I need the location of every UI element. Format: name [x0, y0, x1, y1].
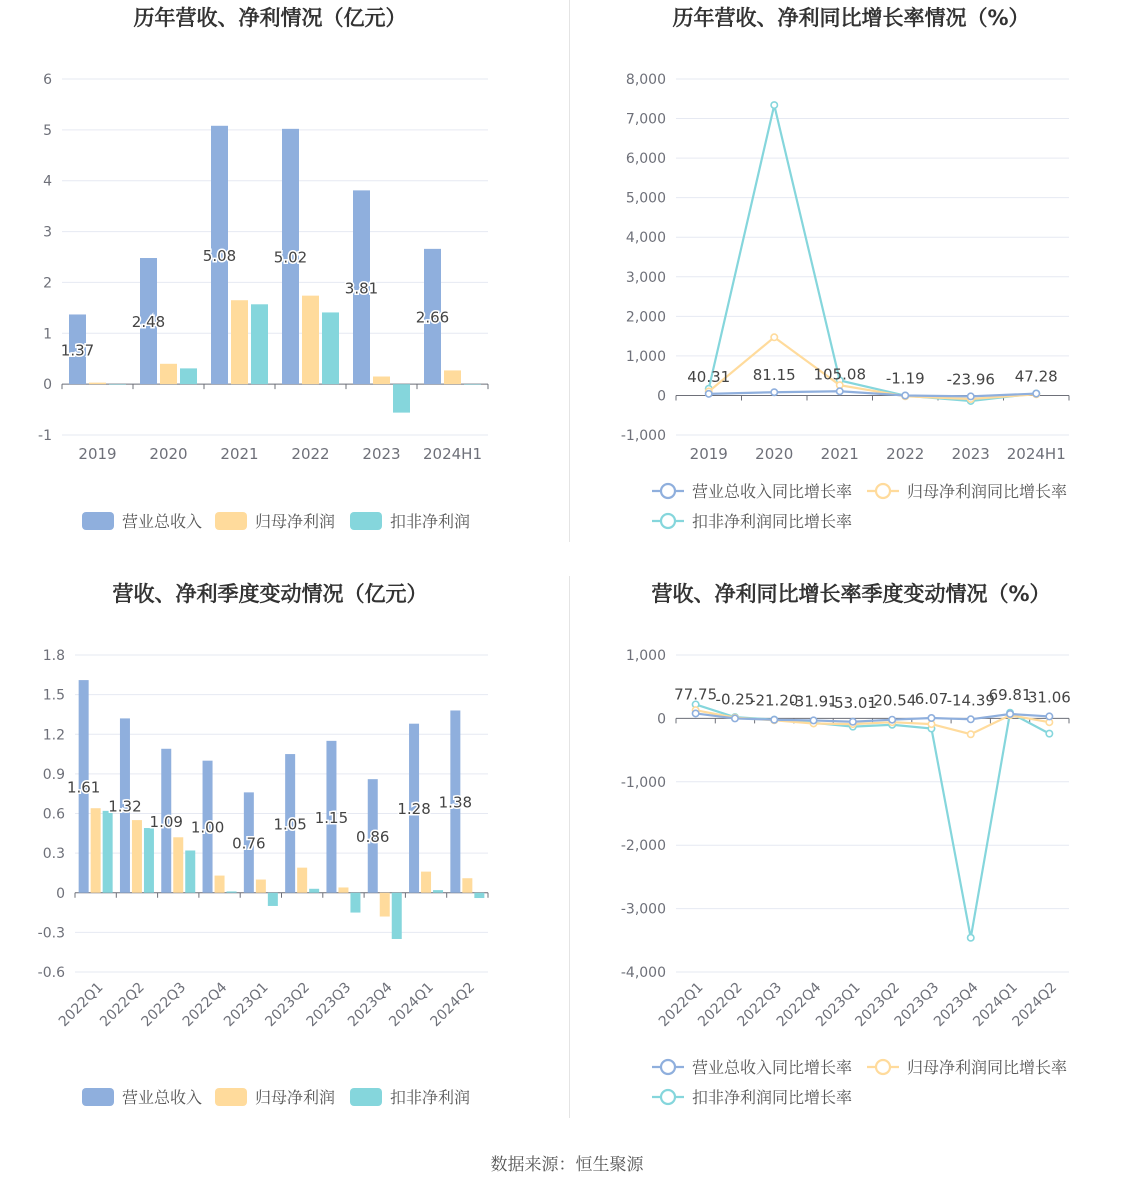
- y-tick-label: -2,000: [620, 838, 666, 855]
- revenue-point: [837, 388, 843, 394]
- net-profit-bar: [256, 880, 266, 893]
- y-tick-label: 0: [43, 377, 52, 394]
- revenue-point: [771, 717, 777, 723]
- deducted-profit-point: [968, 935, 974, 941]
- y-tick-label: 1.5: [42, 687, 65, 704]
- revenue-legend-swatch: [82, 1088, 114, 1106]
- net-profit-legend-label: 归母净利润: [255, 512, 336, 531]
- net-profit-legend-marker: [876, 1060, 890, 1074]
- deducted-profit-legend-marker: [661, 1090, 675, 1104]
- net-profit-bar: [160, 364, 177, 384]
- net-profit-legend-marker: [876, 484, 890, 498]
- panel-divider-bottom: [569, 576, 570, 1118]
- annual-growth-rate-chart: [567, 0, 1134, 576]
- y-tick-label: 0: [657, 711, 666, 728]
- x-tick-label: 2023: [362, 445, 401, 463]
- y-tick-label: 5: [43, 122, 52, 139]
- net-profit-bar: [380, 893, 390, 917]
- revenue-point: [1046, 713, 1052, 719]
- x-tick-label: 2024Q1: [970, 979, 1021, 1031]
- y-tick-label: 0.6: [42, 806, 65, 823]
- net-profit-bar: [173, 837, 183, 892]
- net-profit-bar: [302, 296, 319, 384]
- x-tick-label: 2022: [886, 445, 925, 463]
- net-profit-line: [696, 710, 1050, 734]
- x-tick-label: 2022Q1: [655, 979, 707, 1031]
- net-profit-bar: [338, 887, 348, 892]
- line-data-label: -53.01: [828, 693, 878, 712]
- deducted-profit-bar: [227, 891, 237, 892]
- y-tick-label: 3,000: [625, 269, 666, 286]
- x-tick-label: 2022: [291, 445, 330, 463]
- x-tick-label: 2024Q2: [427, 979, 479, 1031]
- revenue-point: [810, 717, 816, 723]
- net-profit-bar: [231, 300, 248, 384]
- x-tick-label: 2023Q2: [262, 979, 313, 1031]
- line-data-label: 77.75: [674, 685, 718, 704]
- x-tick-label: 2024H1: [1006, 445, 1066, 463]
- deducted-profit-bar: [180, 368, 197, 384]
- chart-title: 历年营收、净利情况（亿元）: [133, 6, 407, 30]
- y-tick-label: 8,000: [625, 72, 666, 88]
- revenue-point: [692, 710, 698, 716]
- annual-revenue-profit-chart: [0, 0, 567, 576]
- data-source-note: 数据来源：恒生聚源: [490, 1155, 644, 1175]
- y-tick-label: 1,000: [625, 648, 666, 664]
- x-tick-label: 2022Q2: [695, 979, 746, 1031]
- deducted-profit-bar: [393, 384, 410, 412]
- bar-data-label: 2.66: [415, 308, 450, 327]
- line-data-label: 69.81: [988, 685, 1032, 704]
- y-tick-label: -1,000: [620, 428, 666, 444]
- x-tick-label: 2024Q2: [1009, 979, 1061, 1031]
- net-profit-legend-label: 归母净利润: [255, 1088, 336, 1107]
- deducted-profit-bar: [392, 893, 402, 939]
- annual-growth-rate-panel: [567, 0, 1134, 576]
- bar-data-label: 0.86: [356, 827, 390, 846]
- revenue-point: [968, 393, 974, 399]
- bar-data-label: 1.38: [438, 793, 473, 812]
- deducted-profit-bar: [474, 893, 484, 898]
- line-data-label: -20.54: [867, 691, 917, 710]
- revenue-legend-label: 营业总收入同比增长率: [692, 482, 853, 501]
- deducted-profit-bar: [433, 890, 443, 893]
- deducted-profit-legend-swatch: [350, 512, 382, 530]
- deducted-profit-bar: [144, 828, 154, 893]
- x-tick-label: 2022Q4: [773, 979, 825, 1031]
- deducted-profit-legend-marker: [661, 514, 675, 528]
- deducted-profit-line: [709, 105, 1037, 401]
- y-tick-label: 1: [43, 326, 52, 343]
- y-tick-label: 1.2: [42, 727, 65, 744]
- line-data-label: -21.20: [750, 691, 799, 710]
- y-tick-label: 0: [657, 388, 666, 405]
- deducted-profit-bar: [268, 893, 278, 906]
- y-tick-label: 1.8: [42, 648, 65, 664]
- bar-data-label: 1.32: [108, 797, 142, 816]
- x-tick-label: 2019: [689, 445, 728, 463]
- revenue-point: [706, 391, 712, 397]
- y-tick-label: -1: [38, 428, 52, 444]
- revenue-legend-swatch: [82, 512, 114, 530]
- revenue-legend-label: 营业总收入: [122, 512, 203, 531]
- line-data-label: -31.91: [789, 692, 838, 711]
- x-tick-label: 2024Q1: [386, 979, 437, 1031]
- revenue-legend-label: 营业总收入同比增长率: [692, 1058, 853, 1077]
- line-data-label: 6.07: [914, 690, 949, 709]
- line-data-label: 31.06: [1027, 688, 1071, 707]
- y-tick-label: 7,000: [625, 111, 666, 128]
- y-tick-label: 1,000: [625, 348, 666, 365]
- x-tick-label: 2023Q1: [813, 979, 864, 1031]
- revenue-point: [968, 716, 974, 722]
- net-profit-bar: [215, 876, 225, 893]
- chart-title: 历年营收、净利同比增长率情况（%）: [672, 6, 1030, 30]
- bar-data-label: 3.81: [344, 279, 379, 298]
- x-tick-label: 2020: [755, 445, 794, 463]
- deducted-profit-bar: [103, 811, 113, 893]
- y-tick-label: 0: [56, 885, 65, 902]
- deducted-profit-bar: [309, 889, 319, 893]
- panel-divider-top: [569, 0, 570, 542]
- deducted-profit-bar: [109, 384, 126, 385]
- quarterly-growth-rate-chart: [567, 576, 1134, 1152]
- bar-data-label: 1.37: [60, 341, 95, 360]
- x-tick-label: 2020: [149, 445, 188, 463]
- net-profit-legend-swatch: [215, 1088, 247, 1106]
- y-tick-label: 4,000: [625, 230, 666, 247]
- net-profit-bar: [421, 872, 431, 893]
- y-tick-label: 3: [43, 224, 52, 241]
- net-profit-bar: [89, 383, 106, 385]
- y-tick-label: 4: [43, 173, 52, 190]
- bar-data-label: 5.02: [273, 248, 308, 267]
- x-tick-label: 2022Q4: [179, 979, 231, 1031]
- revenue-point: [889, 717, 895, 723]
- bar-data-label: 2.48: [131, 313, 166, 332]
- deducted-profit-bar: [350, 893, 360, 913]
- deducted-profit-legend-label: 扣非净利润同比增长率: [692, 1088, 853, 1107]
- revenue-point: [928, 715, 934, 721]
- deducted-profit-bar: [251, 304, 268, 384]
- net-profit-point: [771, 334, 777, 340]
- revenue-legend-marker: [661, 1060, 675, 1074]
- bar-data-label: 1.09: [149, 812, 183, 831]
- bar-data-label: 1.61: [66, 778, 101, 797]
- net-profit-legend-label: 归母净利润同比增长率: [907, 482, 1068, 501]
- y-tick-label: 0.9: [42, 766, 65, 783]
- deducted-profit-bar: [322, 312, 339, 384]
- revenue-point: [1033, 390, 1039, 396]
- net-profit-bar: [462, 878, 472, 893]
- revenue-point: [1007, 711, 1013, 717]
- deducted-profit-bar: [464, 384, 481, 385]
- x-tick-label: 2019: [78, 445, 117, 463]
- deducted-profit-bar: [185, 850, 195, 892]
- x-tick-label: 2022Q1: [55, 979, 107, 1031]
- chart-title: 营收、净利同比增长率季度变动情况（%）: [651, 582, 1051, 606]
- y-tick-label: 6,000: [625, 151, 666, 168]
- x-tick-label: 2022Q3: [138, 979, 190, 1031]
- x-tick-label: 2023Q4: [930, 979, 982, 1031]
- line-data-label: 81.15: [752, 366, 796, 385]
- net-profit-bar: [373, 377, 390, 385]
- x-tick-label: 2022Q3: [734, 979, 786, 1031]
- revenue-point: [732, 715, 738, 721]
- y-tick-label: 0.3: [42, 846, 65, 863]
- revenue-legend-marker: [661, 484, 675, 498]
- chart-title: 营收、净利季度变动情况（亿元）: [112, 582, 428, 606]
- net-profit-bar: [132, 820, 142, 893]
- y-tick-label: 2,000: [625, 309, 666, 326]
- x-tick-label: 2023Q3: [891, 979, 943, 1031]
- line-data-label: -0.25: [715, 690, 755, 709]
- y-tick-label: -4,000: [620, 965, 666, 981]
- net-profit-bar: [91, 808, 101, 893]
- y-tick-label: 2: [43, 275, 52, 292]
- bar-data-label: 1.15: [314, 808, 349, 827]
- deducted-profit-point: [1046, 730, 1052, 736]
- line-data-label: 40.31: [687, 367, 731, 386]
- revenue-point: [902, 392, 908, 398]
- quarterly-growth-rate-panel: [567, 576, 1134, 1152]
- y-tick-label: -0.6: [37, 965, 65, 981]
- deducted-profit-legend-label: 扣非净利润: [390, 512, 471, 531]
- x-tick-label: 2021: [820, 445, 859, 463]
- line-data-label: -23.96: [946, 370, 995, 389]
- deducted-profit-legend-label: 扣非净利润: [390, 1088, 471, 1107]
- x-tick-label: 2023Q2: [852, 979, 903, 1031]
- line-data-label: -1.19: [885, 369, 925, 388]
- revenue-point: [771, 389, 777, 395]
- x-tick-label: 2023Q3: [303, 979, 355, 1031]
- x-tick-label: 2023Q4: [344, 979, 396, 1031]
- y-tick-label: -0.3: [37, 925, 65, 942]
- line-data-label: 47.28: [1014, 367, 1058, 386]
- line-data-label: -14.39: [946, 691, 995, 710]
- y-tick-label: 6: [43, 72, 52, 88]
- net-profit-bar: [297, 868, 307, 893]
- net-profit-legend-label: 归母净利润同比增长率: [907, 1058, 1068, 1077]
- x-tick-label: 2023Q1: [221, 979, 272, 1031]
- deducted-profit-line: [696, 704, 1050, 937]
- quarterly-revenue-profit-chart: [0, 576, 567, 1152]
- quarterly-revenue-profit-panel: [0, 576, 567, 1152]
- bar-data-label: 1.00: [190, 818, 225, 837]
- deducted-profit-legend-label: 扣非净利润同比增长率: [692, 512, 853, 531]
- deducted-profit-legend-swatch: [350, 1088, 382, 1106]
- revenue-point: [850, 719, 856, 725]
- bar-data-label: 1.28: [397, 800, 431, 819]
- net-profit-point: [968, 731, 974, 737]
- net-profit-bar: [444, 370, 461, 384]
- bar-data-label: 1.05: [273, 815, 307, 834]
- y-tick-label: -3,000: [620, 901, 666, 918]
- x-tick-label: 2021: [220, 445, 259, 463]
- y-tick-label: 5,000: [625, 190, 666, 207]
- deducted-profit-point: [771, 102, 777, 108]
- revenue-legend-label: 营业总收入: [122, 1088, 203, 1107]
- annual-revenue-profit-panel: [0, 0, 567, 576]
- y-tick-label: -1,000: [620, 774, 666, 791]
- x-tick-label: 2022Q2: [97, 979, 148, 1031]
- x-tick-label: 2024H1: [423, 445, 482, 463]
- bar-data-label: 0.76: [232, 834, 266, 853]
- bar-data-label: 5.08: [202, 246, 237, 265]
- x-tick-label: 2023: [951, 445, 990, 463]
- net-profit-legend-swatch: [215, 512, 247, 530]
- line-data-label: 105.08: [813, 365, 866, 384]
